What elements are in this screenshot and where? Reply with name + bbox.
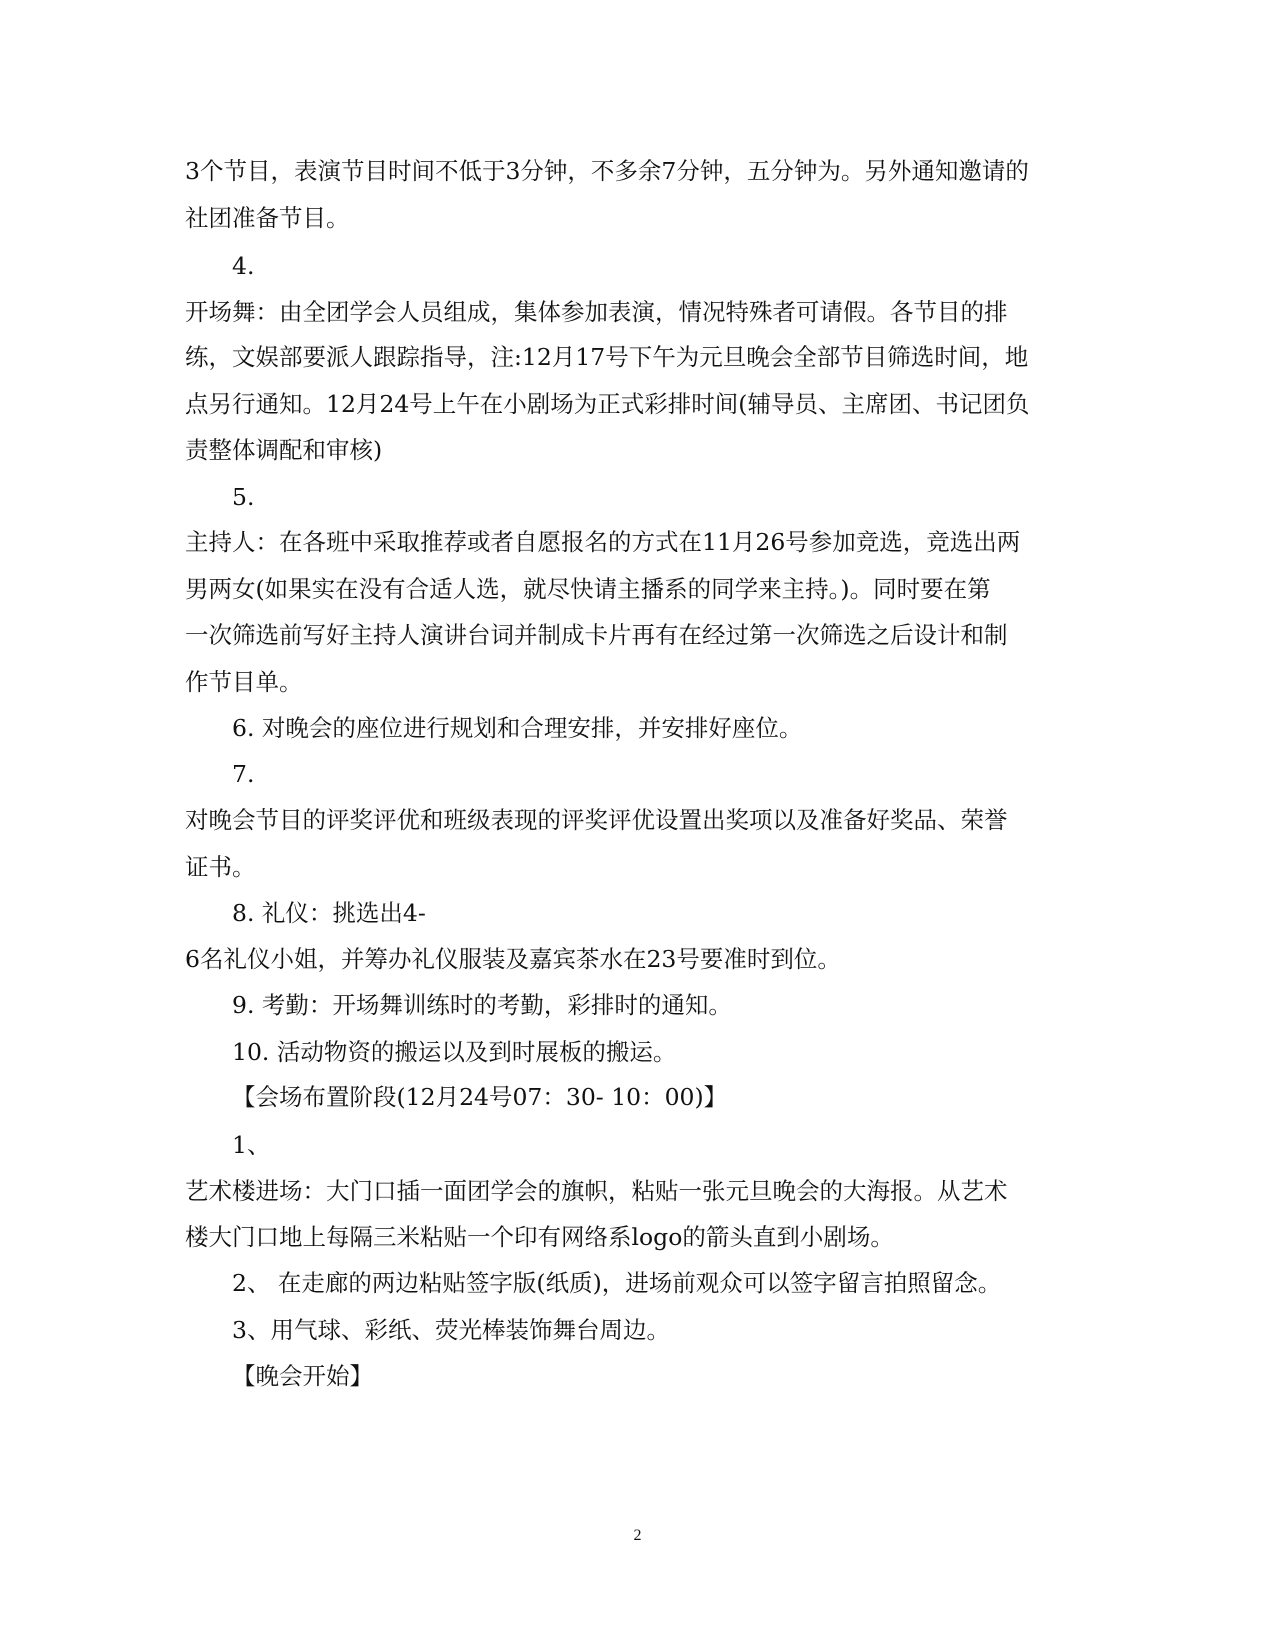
body-line: 社团准备节目。 xyxy=(185,204,350,232)
list-number: 4. xyxy=(232,252,255,280)
body-line: 责整体调配和审核) xyxy=(185,436,383,464)
list-item: 9. 考勤：开场舞训练时的考勤，彩排时的通知。 xyxy=(232,991,732,1019)
body-line: 主持人：在各班中采取推荐或者自愿报名的方式在11月26号参加竞选，竞选出两 xyxy=(185,528,1021,556)
list-number: 5. xyxy=(232,483,255,511)
list-item: 6. 对晚会的座位进行规划和合理安排，并安排好座位。 xyxy=(232,714,803,742)
section-heading: 【晚会开始】 xyxy=(232,1362,373,1390)
list-item: 2、 在走廊的两边粘贴签字版(纸质)，进场前观众可以签字留言拍照留念。 xyxy=(232,1269,1002,1297)
body-line: 男两女(如果实在没有合适人选，就尽快请主播系的同学来主持。)。同时要在第 xyxy=(185,575,991,603)
body-line: 对晚会节目的评奖评优和班级表现的评奖评优设置出奖项以及准备好奖品、荣誉 xyxy=(185,806,1008,834)
list-item: 3、用气球、彩纸、荧光棒装饰舞台周边。 xyxy=(232,1316,670,1344)
body-line: 作节目单。 xyxy=(185,668,303,696)
body-line: 楼大门口地上每隔三米粘贴一个印有网络系logo的箭头直到小剧场。 xyxy=(185,1223,894,1251)
list-item: 8. 礼仪：挑选出4- xyxy=(232,899,426,927)
body-line: 艺术楼进场：大门口插一面团学会的旗帜，粘贴一张元旦晚会的大海报。从艺术 xyxy=(185,1177,1008,1205)
body-line: 开场舞：由全团学会人员组成，集体参加表演，情况特殊者可请假。各节目的排 xyxy=(185,298,1008,326)
body-line: 一次筛选前写好主持人演讲台词并制成卡片再有在经过第一次筛选之后设计和制 xyxy=(185,621,1008,649)
section-heading: 【会场布置阶段(12月24号07：30- 10：00)】 xyxy=(232,1083,728,1111)
list-item: 10. 活动物资的搬运以及到时展板的搬运。 xyxy=(232,1038,677,1066)
list-number: 7. xyxy=(232,760,255,788)
body-line: 3个节目，表演节目时间不低于3分钟，不多余7分钟，五分钟为。另外通知邀请的 xyxy=(185,157,1029,185)
page-number: 2 xyxy=(633,1527,642,1544)
body-line: 证书。 xyxy=(185,853,256,881)
body-line: 点另行通知。12月24号上午在小剧场为正式彩排时间(辅导员、主席团、书记团负 xyxy=(185,390,1030,418)
body-line: 练，文娱部要派人跟踪指导，注:12月17号下午为元旦晚会全部节目筛选时间，地 xyxy=(185,343,1029,371)
list-number: 1、 xyxy=(232,1131,271,1159)
body-line: 6名礼仪小姐，并筹办礼仪服装及嘉宾茶水在23号要准时到位。 xyxy=(185,945,841,973)
